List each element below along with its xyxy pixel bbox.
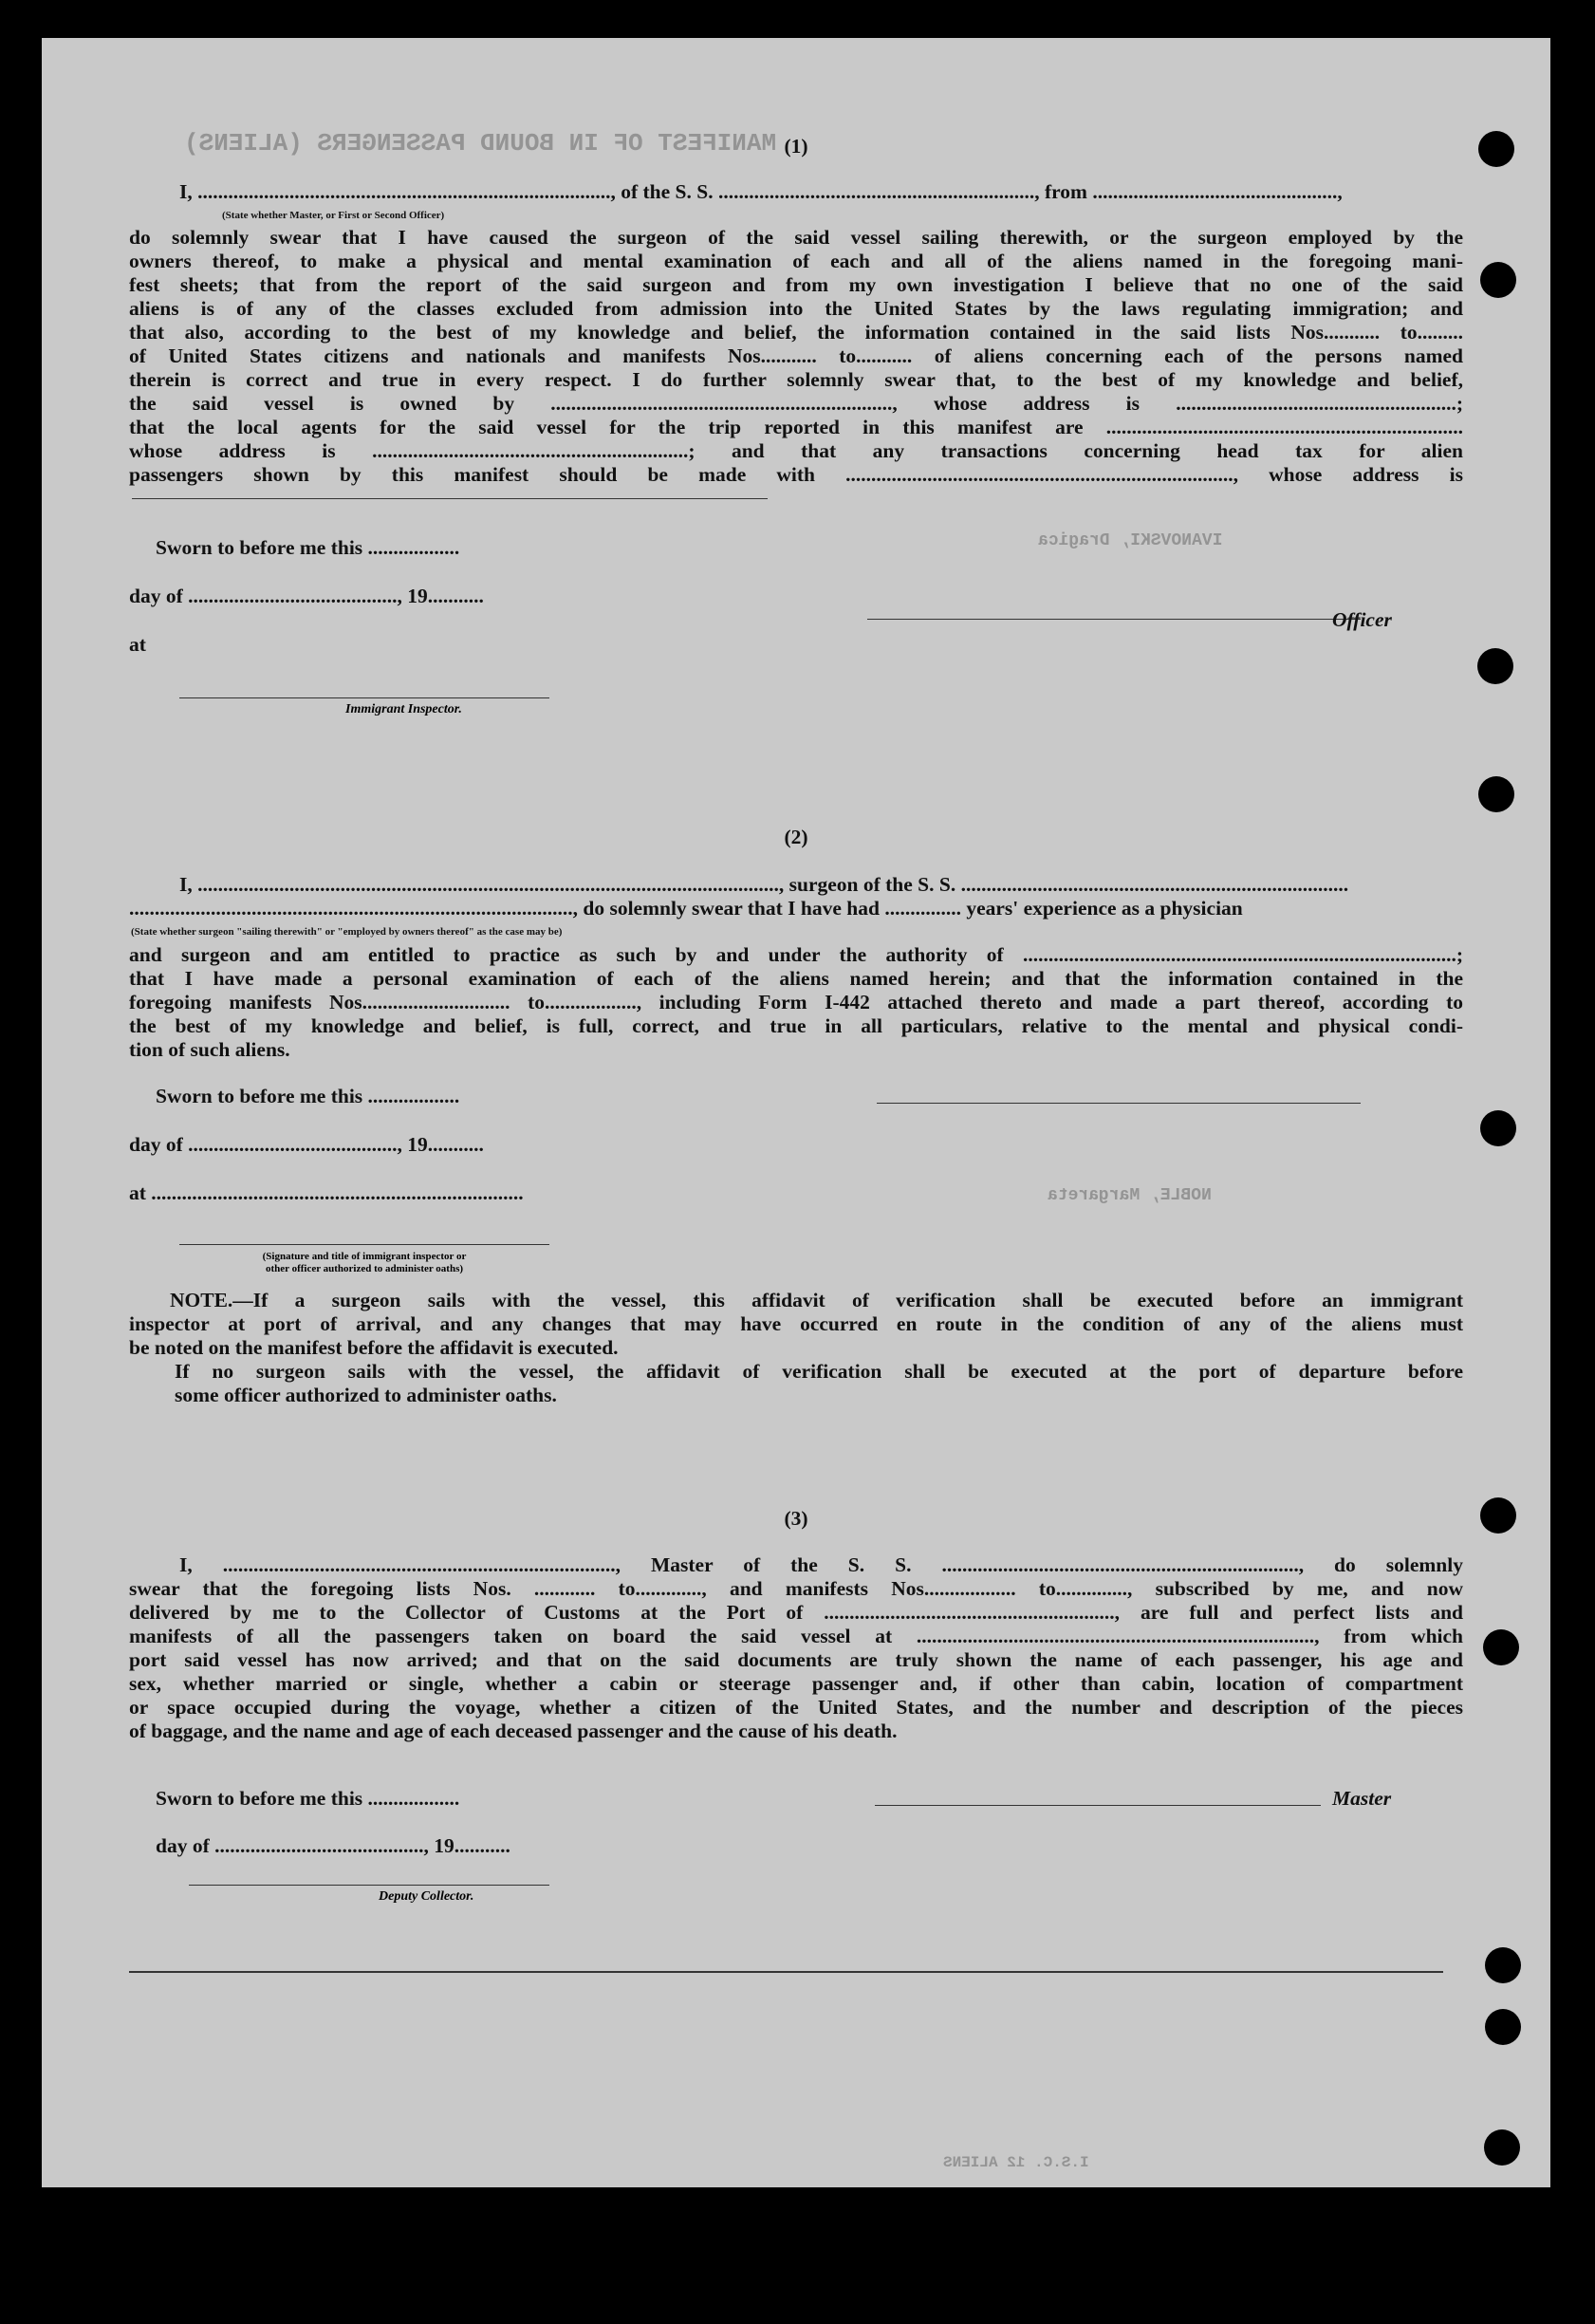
master-label: Master (1332, 1787, 1392, 1810)
authority-caption-1: (Signature and title of immigrant inspector or (262, 1251, 467, 1262)
section-2-oath-line: I, .................................................................................................................., surgeon of the S. S. ............................................................................ (179, 873, 1349, 896)
section-1-body-line: owners thereof, to make a physical and mental examination of each and all of the aliens named in the foregoing mani- (129, 250, 1463, 272)
date-line: day of ........................................., 19........... (129, 585, 484, 607)
section-1-caption: (State whether Master, or First or Second Officer) (222, 210, 445, 221)
section-1-body-line: aliens is of any of the classes excluded from admission into the United States by the laws regulating immigration; and (129, 297, 1463, 320)
bleed-through-text: NOBLE, Margareta (1048, 1186, 1212, 1205)
signature-line (877, 1103, 1361, 1104)
section-1-body-line: passengers shown by this manifest should be made with ............................................................................, whose address is (129, 463, 1463, 486)
section-1-body-line: whose address is ..............................................................; and that any transactions concerning head tax for alien (129, 439, 1463, 462)
signature-line (875, 1805, 1321, 1806)
signature-line (867, 619, 1361, 620)
note-line: inspector at port of arrival, and any changes that may have occurred en route in the condition of any of the aliens must (129, 1312, 1463, 1335)
section-3-number: (3) (784, 1507, 808, 1530)
place-line: at ......................................................................... (129, 1181, 524, 1204)
inspector-caption: Immigrant Inspector. (345, 702, 462, 716)
note-line: some officer authorized to administer oaths. (175, 1384, 557, 1406)
date-line: day of ........................................., 19........... (129, 1133, 484, 1156)
bleed-through-footer: I.S.C. 12 ALIENS (943, 2154, 1089, 2171)
punch-hole (1478, 131, 1514, 167)
section-3-body-line: or space occupied during the voyage, whether a citizen of the United States, and the number and description of the pieces (129, 1696, 1463, 1719)
section-1-body-line: do solemnly swear that I have caused the surgeon of the said vessel sailing therewith, or the surgeon employed by the (129, 226, 1463, 249)
punch-hole (1480, 1497, 1516, 1534)
punch-hole (1477, 648, 1513, 684)
section-2-body-line: tion of such aliens. (129, 1038, 290, 1061)
section-3-body-line: sex, whether married or single, whether a cabin or steerage passenger and, if other than cabin, location of compartment (129, 1672, 1463, 1695)
officer-label: Officer (1332, 608, 1392, 631)
punch-hole (1484, 2129, 1520, 2166)
section-2-body-line: and surgeon and am entitled to practice as such by and under the authority of .....................................................................................; (129, 943, 1463, 966)
section-1-body-line: of United States citizens and nationals and manifests Nos........... to........... of aliens concerning each of the persons named (129, 344, 1463, 367)
note-line: NOTE.—If a surgeon sails with the vessel, this affidavit of verification shall be executed before an immigrant (170, 1289, 1463, 1311)
section-1-body-line: therein is correct and true in every respect. I do further solemnly swear that, to the best of my knowledge and belief, (129, 368, 1463, 391)
section-1-body-line: fest sheets; that from the report of the said surgeon and from my own investigation I believe that no one of the said (129, 273, 1463, 296)
section-2-number: (2) (784, 826, 808, 848)
sworn-line: Sworn to before me this .................. (156, 1085, 460, 1107)
authority-caption-2: other officer authorized to administer oaths) (265, 1263, 464, 1274)
punch-hole (1485, 2009, 1521, 2045)
inspector-signature-line (179, 697, 549, 698)
note-line: be noted on the manifest before the affidavit is executed. (129, 1336, 619, 1359)
bleed-through-heading: MANIFEST OF IN BOUND PASSENGERS (ALIENS) (184, 129, 777, 158)
deputy-collector-caption: Deputy Collector. (379, 1889, 474, 1904)
section-3-body-line: swear that the foregoing lists Nos. ............ to............., and manifests Nos.................. to.............., subscribed by me, and now (129, 1577, 1463, 1600)
place-label: at (129, 633, 146, 656)
section-2-body-line: the best of my knowledge and belief, is full, correct, and true in all particulars, relative to the mental and physical condi- (129, 1014, 1463, 1037)
address-rule (132, 498, 768, 499)
section-3-body-line: manifests of all the passengers taken on board the said vessel at .............................................................................., from which (129, 1625, 1463, 1647)
punch-hole (1480, 1110, 1516, 1146)
note-line: If no surgeon sails with the vessel, the affidavit of verification shall be executed at the port of departure before (175, 1360, 1463, 1383)
section-1-oath-line: I, ................................................................................., of the S. S. .............................................................., from ................................................, (179, 180, 1343, 203)
section-1-body-line: that the local agents for the said vessel for the trip reported in this manifest are ...................................................................... (129, 416, 1463, 438)
punch-hole (1485, 1947, 1521, 1983)
section-1-number: (1) (784, 135, 808, 158)
section-3-body-line: I, ............................................................................., Master of the S. S. ......................................................................, do solemnly (179, 1553, 1463, 1576)
bleed-through-text: IVANOVSKI, Dragica (1038, 531, 1223, 550)
collector-signature-line (189, 1885, 549, 1886)
section-3-body-line: delivered by me to the Collector of Customs at the Port of ........................................................., are full and perfect lists and (129, 1601, 1463, 1624)
section-2-caption: (State whether surgeon "sailing therewith" or "employed by owners thereof" as the case may be) (131, 926, 563, 938)
section-2-body-line: foregoing manifests Nos............................. to.................., including Form I-442 attached thereto and made a part thereof, according to (129, 991, 1463, 1013)
date-line: day of ........................................., 19........... (156, 1834, 510, 1857)
punch-hole (1480, 262, 1516, 298)
document-page (42, 38, 1550, 2187)
sworn-line: Sworn to before me this .................. (156, 1787, 460, 1810)
section-1-body-line: that also, according to the best of my knowledge and belief, the information contained in the said lists Nos........... to......... (129, 321, 1463, 344)
punch-hole (1478, 776, 1514, 812)
punch-hole (1483, 1629, 1519, 1665)
section-3-body-line: of baggage, and the name and age of each deceased passenger and the cause of his death. (129, 1720, 898, 1742)
section-2-experience-line: ......................................................................................., do solemnly swear that I have had ............... years' experience as a physician (129, 897, 1243, 920)
section-2-body-line: that I have made a personal examination of each of the aliens named herein; and that the information contained in the (129, 967, 1463, 990)
section-1-body-line: the said vessel is owned by ..................................................................., whose address is .......................................................; (129, 392, 1463, 415)
section-3-body-line: port said vessel has now arrived; and that on the said documents are truly shown the name of each passenger, his age and (129, 1648, 1463, 1671)
sworn-line: Sworn to before me this .................. (156, 536, 460, 559)
authority-signature-line (179, 1244, 549, 1245)
bottom-rule (129, 1971, 1443, 1973)
